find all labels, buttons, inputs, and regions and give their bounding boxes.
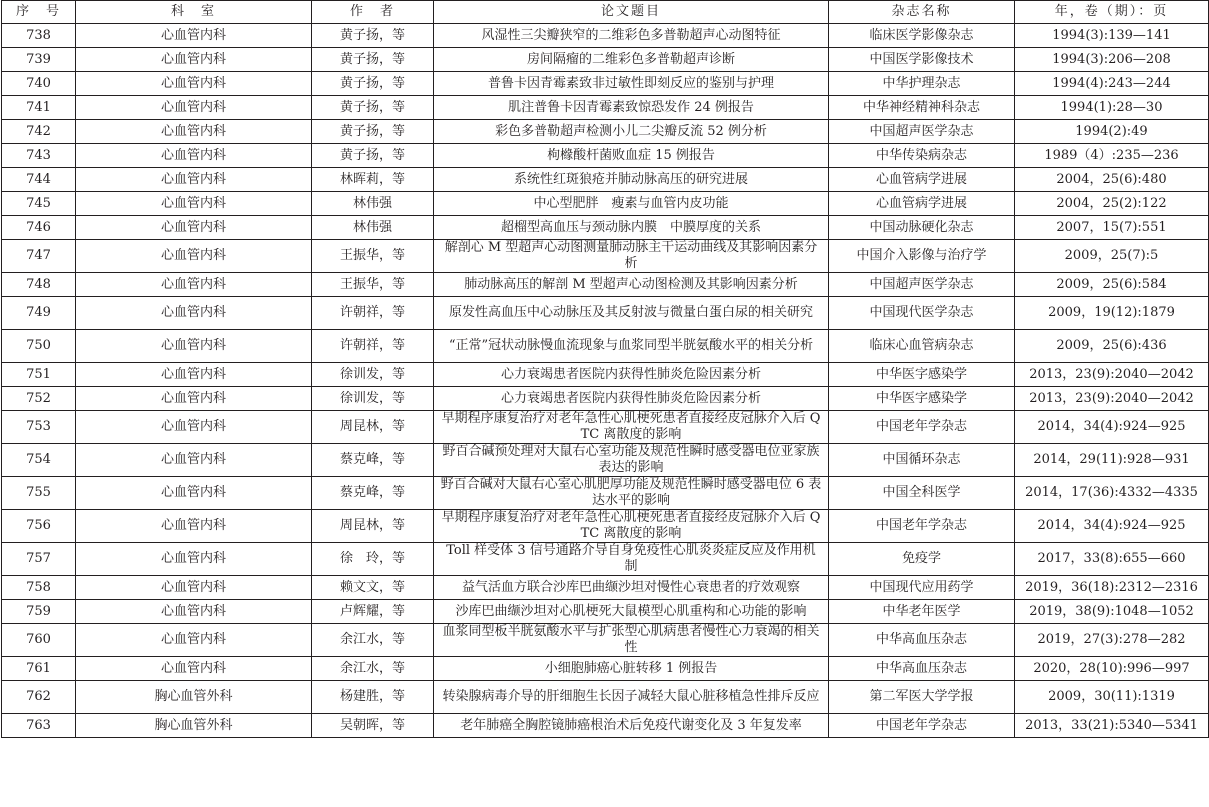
cell-author: 周昆林，等: [312, 510, 434, 543]
table-row: [2, 240, 1209, 273]
cell-author: 黄子扬，等: [312, 120, 434, 144]
cell-ref: 2009，30(11):1319: [1015, 681, 1209, 714]
header-ref: 年，卷（期）：页: [1015, 1, 1209, 24]
cell-dept: 心血管内科: [76, 168, 312, 192]
cell-dept: 心血管内科: [76, 600, 312, 624]
cell-no: 755: [2, 477, 76, 510]
table-row: [2, 48, 1209, 72]
table-row: [2, 120, 1209, 144]
cell-author: 王振华，等: [312, 240, 434, 273]
table-row: [2, 477, 1209, 510]
cell-no: 760: [2, 624, 76, 657]
header-no: 序 号: [2, 1, 76, 24]
cell-ref: 2017，33(8):655—660: [1015, 543, 1209, 576]
cell-author: 黄子扬，等: [312, 72, 434, 96]
cell-ref: 1994(4):243—244: [1015, 72, 1209, 96]
cell-no: 751: [2, 363, 76, 387]
cell-no: 754: [2, 444, 76, 477]
cell-author: 杨建胜，等: [312, 681, 434, 714]
cell-author: 余江水，等: [312, 624, 434, 657]
table-row: [2, 411, 1209, 444]
cell-no: 745: [2, 192, 76, 216]
cell-dept: 心血管内科: [76, 657, 312, 681]
cell-author: 许朝祥，等: [312, 330, 434, 363]
table-row: [2, 24, 1209, 48]
cell-dept: 心血管内科: [76, 477, 312, 510]
cell-journal: 中国介入影像与治疗学: [829, 240, 1015, 273]
cell-dept: 心血管内科: [76, 216, 312, 240]
cell-journal: 中华医字感染学: [829, 363, 1015, 387]
cell-author: 蔡克峰，等: [312, 444, 434, 477]
cell-ref: 2009，25(6):436: [1015, 330, 1209, 363]
table-row: [2, 714, 1209, 738]
cell-title: 解剖心 M 型超声心动图测量肺动脉主干运动曲线及其影响因素分析: [434, 240, 829, 273]
cell-author: 徐 玲，等: [312, 543, 434, 576]
cell-ref: 2019，38(9):1048—1052: [1015, 600, 1209, 624]
cell-dept: 心血管内科: [76, 444, 312, 477]
header-dept: 科 室: [76, 1, 312, 24]
cell-journal: 中国现代应用药学: [829, 576, 1015, 600]
cell-title: 转染腺病毒介导的肝细胞生长因子减轻大鼠心脏移植急性排斥反应: [434, 681, 829, 714]
cell-author: 许朝祥，等: [312, 297, 434, 330]
cell-author: 徐训发，等: [312, 387, 434, 411]
cell-author: 蔡克峰，等: [312, 477, 434, 510]
cell-no: 756: [2, 510, 76, 543]
cell-no: 739: [2, 48, 76, 72]
cell-title: 沙库巴曲缬沙坦对心肌梗死大鼠模型心肌重构和心功能的影响: [434, 600, 829, 624]
cell-ref: 2014，17(36):4332—4335: [1015, 477, 1209, 510]
cell-no: 738: [2, 24, 76, 48]
cell-ref: 1994(1):28—30: [1015, 96, 1209, 120]
table-row: [2, 216, 1209, 240]
table-row: [2, 600, 1209, 624]
cell-author: 黄子扬，等: [312, 144, 434, 168]
table-row: [2, 330, 1209, 363]
cell-title: 普鲁卡因青霉素致非过敏性即刻反应的鉴别与护理: [434, 72, 829, 96]
cell-author: 卢辉耀，等: [312, 600, 434, 624]
cell-ref: 1994(2):49: [1015, 120, 1209, 144]
cell-journal: 中国全科医学: [829, 477, 1015, 510]
cell-journal: 中华医字感染学: [829, 387, 1015, 411]
table-row: [2, 273, 1209, 297]
cell-author: 林晖莉，等: [312, 168, 434, 192]
cell-dept: 心血管内科: [76, 240, 312, 273]
cell-journal: 中国超声医学杂志: [829, 120, 1015, 144]
cell-title: Toll 样受体 3 信号通路介导自身免疫性心肌炎炎症反应及作用机制: [434, 543, 829, 576]
cell-dept: 心血管内科: [76, 624, 312, 657]
cell-no: 741: [2, 96, 76, 120]
cell-title: 中心型肥胖 瘦素与血管内皮功能: [434, 192, 829, 216]
cell-journal: 心血管病学进展: [829, 168, 1015, 192]
table-row: [2, 444, 1209, 477]
cell-journal: 临床医学影像杂志: [829, 24, 1015, 48]
cell-ref: 2019，27(3):278—282: [1015, 624, 1209, 657]
cell-journal: 中国老年学杂志: [829, 411, 1015, 444]
cell-title: 血浆同型板半胱氨酸水平与扩张型心肌病患者慢性心力衰竭的相关性: [434, 624, 829, 657]
table-row: [2, 297, 1209, 330]
table-body: [2, 24, 1209, 738]
cell-ref: 2009，25(6):584: [1015, 273, 1209, 297]
cell-author: 林伟强: [312, 216, 434, 240]
cell-no: 762: [2, 681, 76, 714]
cell-title: 枸橼酸杆菌败血症 15 例报告: [434, 144, 829, 168]
publication-table: [1, 0, 1209, 738]
table-row: [2, 576, 1209, 600]
header-author: 作 者: [312, 1, 434, 24]
cell-title: 早期程序康复治疗对老年急性心肌梗死患者直接经皮冠脉介入后 QTC 离散度的影响: [434, 411, 829, 444]
cell-journal: 临床心血管病杂志: [829, 330, 1015, 363]
cell-ref: 2013，23(9):2040—2042: [1015, 363, 1209, 387]
cell-journal: 免疫学: [829, 543, 1015, 576]
cell-ref: 2019，36(18):2312—2316: [1015, 576, 1209, 600]
cell-no: 752: [2, 387, 76, 411]
cell-journal: 中国循环杂志: [829, 444, 1015, 477]
table-header-row: [2, 1, 1209, 24]
cell-dept: 胸心血管外科: [76, 681, 312, 714]
cell-dept: 心血管内科: [76, 387, 312, 411]
cell-no: 744: [2, 168, 76, 192]
table-row: [2, 387, 1209, 411]
table-row: [2, 144, 1209, 168]
cell-title: 小细胞肺癌心脏转移 1 例报告: [434, 657, 829, 681]
cell-title: 超榴型高血压与颈动脉内膜 中膜厚度的关系: [434, 216, 829, 240]
cell-ref: 2004，25(2):122: [1015, 192, 1209, 216]
cell-ref: 2013，33(21):5340—5341: [1015, 714, 1209, 738]
cell-title: 风湿性三尖瓣狭窄的二维彩色多普勒超声心动图特征: [434, 24, 829, 48]
cell-title: 益气活血方联合沙库巴曲缬沙坦对慢性心衰患者的疗效观察: [434, 576, 829, 600]
cell-ref: 2020，28(10):996—997: [1015, 657, 1209, 681]
cell-journal: 中国老年学杂志: [829, 714, 1015, 738]
cell-dept: 心血管内科: [76, 192, 312, 216]
cell-title: 野百合碱预处理对大鼠右心室功能及规范性瞬时感受器电位亚家族表达的影响: [434, 444, 829, 477]
cell-journal: 中华高血压杂志: [829, 657, 1015, 681]
cell-no: 753: [2, 411, 76, 444]
cell-journal: 中华护理杂志: [829, 72, 1015, 96]
cell-journal: 中华传染病杂志: [829, 144, 1015, 168]
table-row: [2, 363, 1209, 387]
cell-author: 黄子扬，等: [312, 48, 434, 72]
cell-journal: 中国老年学杂志: [829, 510, 1015, 543]
table-row: [2, 96, 1209, 120]
cell-journal: 中华老年医学: [829, 600, 1015, 624]
cell-title: 野百合碱对大鼠右心室心肌肥厚功能及规范性瞬时感受器电位 6 表达水平的影响: [434, 477, 829, 510]
header-journal: 杂志名称: [829, 1, 1015, 24]
cell-journal: 中华高血压杂志: [829, 624, 1015, 657]
cell-title: 心力衰竭患者医院内获得性肺炎危险因素分析: [434, 387, 829, 411]
table-row: [2, 168, 1209, 192]
cell-title: 系统性红斑狼疮并肺动脉高压的研究进展: [434, 168, 829, 192]
cell-no: 757: [2, 543, 76, 576]
cell-author: 赖文文，等: [312, 576, 434, 600]
cell-author: 黄子扬，等: [312, 96, 434, 120]
cell-dept: 胸心血管外科: [76, 714, 312, 738]
cell-dept: 心血管内科: [76, 72, 312, 96]
cell-no: 759: [2, 600, 76, 624]
cell-ref: 1994(3):139—141: [1015, 24, 1209, 48]
cell-no: 742: [2, 120, 76, 144]
cell-no: 761: [2, 657, 76, 681]
header-title: 论文题目: [434, 1, 829, 24]
cell-author: 黄子扬，等: [312, 24, 434, 48]
cell-dept: 心血管内科: [76, 48, 312, 72]
cell-ref: 2014，34(4):924—925: [1015, 510, 1209, 543]
table-row: [2, 192, 1209, 216]
cell-no: 763: [2, 714, 76, 738]
cell-ref: 2014，34(4):924—925: [1015, 411, 1209, 444]
cell-dept: 心血管内科: [76, 120, 312, 144]
cell-journal: 中国动脉硬化杂志: [829, 216, 1015, 240]
table-row: [2, 681, 1209, 714]
cell-ref: 2013，23(9):2040—2042: [1015, 387, 1209, 411]
cell-author: 余江水，等: [312, 657, 434, 681]
cell-no: 748: [2, 273, 76, 297]
cell-title: “正常”冠状动脉慢血流现象与血浆同型半胱氨酸水平的相关分析: [434, 330, 829, 363]
table-row: [2, 72, 1209, 96]
cell-no: 758: [2, 576, 76, 600]
cell-no: 740: [2, 72, 76, 96]
cell-dept: 心血管内科: [76, 411, 312, 444]
table-row: [2, 657, 1209, 681]
cell-title: 心力衰竭患者医院内获得性肺炎危险因素分析: [434, 363, 829, 387]
cell-dept: 心血管内科: [76, 576, 312, 600]
cell-ref: 2009，25(7):5: [1015, 240, 1209, 273]
cell-dept: 心血管内科: [76, 510, 312, 543]
cell-dept: 心血管内科: [76, 96, 312, 120]
cell-author: 徐训发，等: [312, 363, 434, 387]
cell-title: 肌注普鲁卡因青霉素致惊恐发作 24 例报告: [434, 96, 829, 120]
cell-journal: 中国现代医学杂志: [829, 297, 1015, 330]
table-row: [2, 543, 1209, 576]
cell-dept: 心血管内科: [76, 297, 312, 330]
cell-author: 吴朝晖，等: [312, 714, 434, 738]
cell-no: 749: [2, 297, 76, 330]
cell-ref: 2014，29(11):928—931: [1015, 444, 1209, 477]
cell-author: 王振华，等: [312, 273, 434, 297]
cell-title: 房间隔瘤的二维彩色多普勒超声诊断: [434, 48, 829, 72]
cell-dept: 心血管内科: [76, 363, 312, 387]
cell-journal: 中国超声医学杂志: [829, 273, 1015, 297]
cell-dept: 心血管内科: [76, 543, 312, 576]
cell-dept: 心血管内科: [76, 273, 312, 297]
cell-journal: 第二军医大学学报: [829, 681, 1015, 714]
cell-ref: 2004，25(6):480: [1015, 168, 1209, 192]
cell-dept: 心血管内科: [76, 144, 312, 168]
cell-ref: 2007，15(7):551: [1015, 216, 1209, 240]
cell-author: 周昆林，等: [312, 411, 434, 444]
cell-no: 750: [2, 330, 76, 363]
cell-title: 原发性高血压中心动脉压及其反射波与微量白蛋白尿的相关研究: [434, 297, 829, 330]
table-row: [2, 624, 1209, 657]
cell-author: 林伟强: [312, 192, 434, 216]
cell-journal: 中国医学影像技术: [829, 48, 1015, 72]
cell-no: 743: [2, 144, 76, 168]
cell-ref: 2009，19(12):1879: [1015, 297, 1209, 330]
cell-journal: 中华神经精神科杂志: [829, 96, 1015, 120]
cell-journal: 心血管病学进展: [829, 192, 1015, 216]
cell-title: 老年肺癌全胸腔镜肺癌根治术后免疫代谢变化及 3 年复发率: [434, 714, 829, 738]
cell-title: 肺动脉高压的解剖 M 型超声心动图检测及其影响因素分析: [434, 273, 829, 297]
cell-no: 747: [2, 240, 76, 273]
table-row: [2, 510, 1209, 543]
cell-title: 早期程序康复治疗对老年急性心肌梗死患者直接经皮冠脉介入后 QTC 离散度的影响: [434, 510, 829, 543]
cell-no: 746: [2, 216, 76, 240]
cell-ref: 1989（4）:235—236: [1015, 144, 1209, 168]
cell-title: 彩色多普勒超声检测小儿二尖瓣反流 52 例分析: [434, 120, 829, 144]
cell-dept: 心血管内科: [76, 24, 312, 48]
cell-dept: 心血管内科: [76, 330, 312, 363]
cell-ref: 1994(3):206—208: [1015, 48, 1209, 72]
